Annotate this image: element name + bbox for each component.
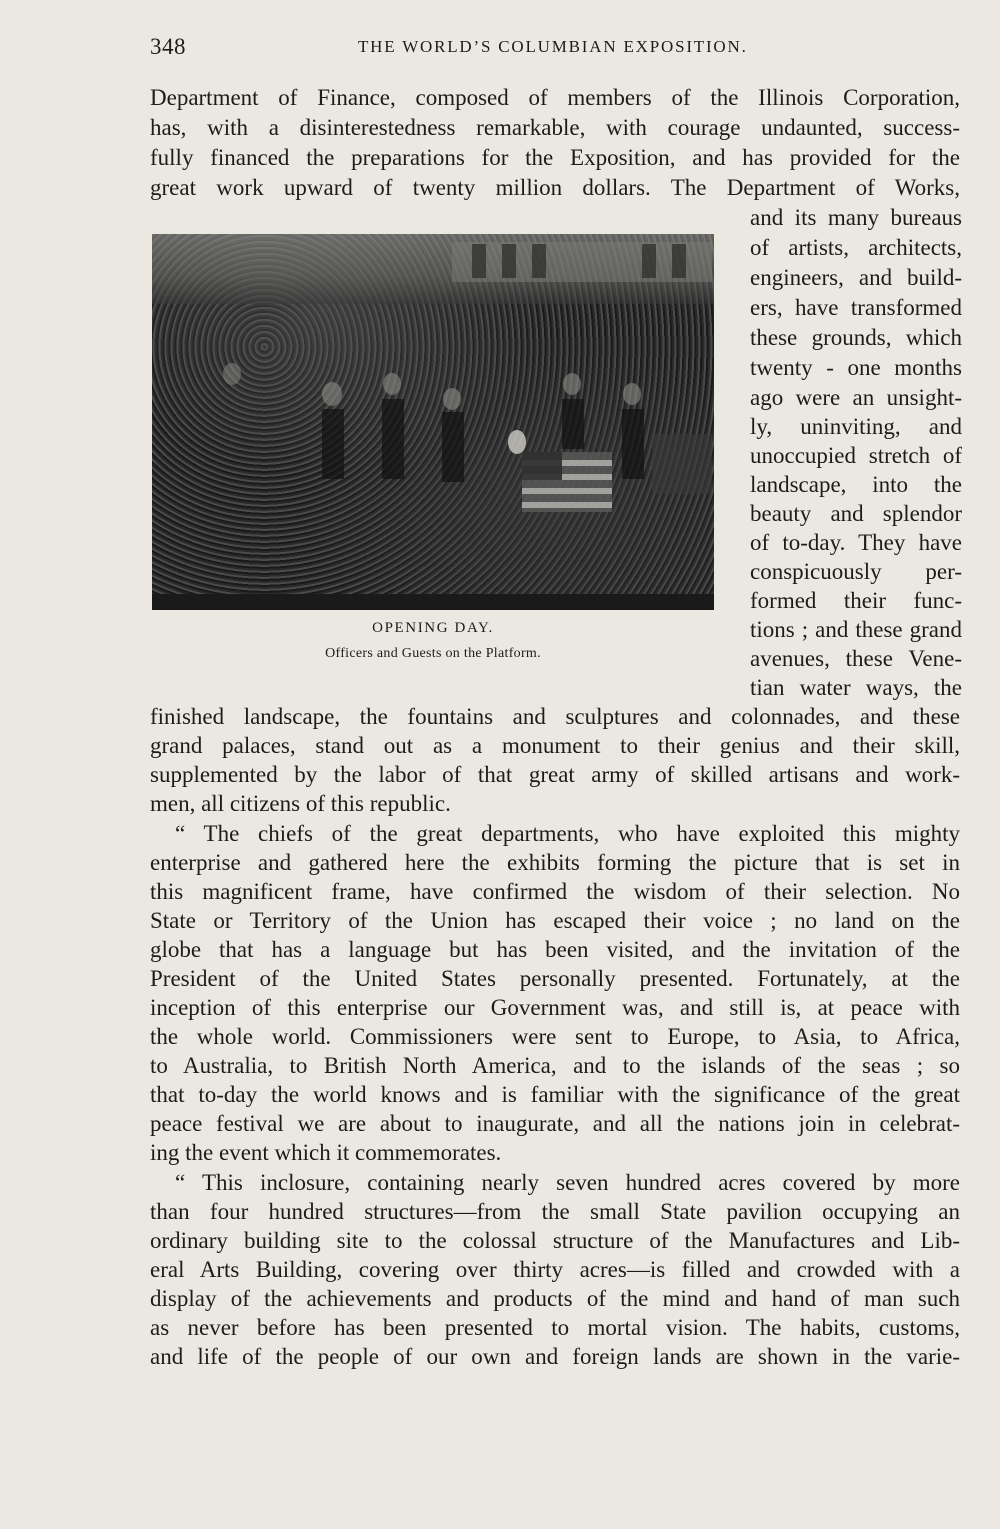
text-line: ers, have transformed — [750, 295, 962, 320]
opening-day-photograph — [152, 234, 714, 610]
text-line: “ This inclosure, containing nearly seven hundred acres covered by more — [175, 1170, 960, 1195]
photo-foreground — [152, 594, 714, 610]
text-line: eral Arts Building, covering over thirty acres—is filled and crowded with a — [150, 1257, 960, 1282]
text-line: tian water ways, the — [750, 675, 962, 700]
text-line: twenty - one months — [750, 355, 962, 380]
text-line: to Australia, to British North America, and to the islands of the seas ; so — [150, 1053, 960, 1078]
text-line: and life of the people of our own and foreign lands are shown in the varie- — [150, 1344, 960, 1369]
text-line: of artists, architects, — [750, 235, 962, 260]
page-header — [150, 34, 960, 64]
running-title: THE WORLD’S COLUMBIAN EXPOSITION. — [358, 37, 748, 56]
text-line: grand palaces, stand out as a monument to their genius and their skill, — [150, 733, 960, 758]
text-line: ly, uninviting, and — [750, 414, 962, 439]
text-line: that to-day the world knows and is familiar with the significance of the great — [150, 1082, 960, 1107]
text-line: as never before has been presented to mortal vision. The habits, customs, — [150, 1315, 960, 1340]
text-line: State or Territory of the Union has escaped their voice ; no land on the — [150, 908, 960, 933]
text-line: Department of Finance, composed of members of the Illinois Corporation, — [150, 85, 960, 110]
figure-caption-title: OPENING DAY. — [372, 620, 494, 636]
text-line: great work upward of twenty million dollars. The Department of Works, — [150, 175, 960, 200]
text-line: ing the event which it commemorates. — [150, 1140, 502, 1165]
text-line: unoccupied stretch of — [750, 443, 962, 468]
text-line: has, with a disinterestedness remarkable, with courage undaunted, success- — [150, 115, 960, 140]
text-line: supplemented by the labor of that great army of skilled artisans and work- — [150, 762, 960, 787]
photo-crowd-scene — [152, 234, 714, 610]
text-line: than four hundred structures—from the small State pavilion occupying an — [150, 1199, 960, 1224]
text-line: display of the achievements and products of the mind and hand of man such — [150, 1286, 960, 1311]
text-line: men, all citizens of this republic. — [150, 791, 451, 816]
text-line: inception of this enterprise our Government was, and still is, at peace with — [150, 995, 960, 1020]
text-line: avenues, these Vene- — [750, 646, 962, 671]
text-line: President of the United States personally presented. Fortunately, at the — [150, 966, 960, 991]
text-line: fully financed the preparations for the Exposition, and has provided for the — [150, 145, 960, 170]
text-line: tions ; and these grand — [750, 617, 962, 642]
text-line: the whole world. Commissioners were sent to Europe, to Asia, to Africa, — [150, 1024, 960, 1049]
text-line: conspicuously per- — [750, 559, 962, 584]
text-line: and its many bureaus — [750, 205, 962, 230]
text-line: landscape, into the — [750, 472, 962, 497]
text-line: ordinary building site to the colossal structure of the Manufactures and Lib- — [150, 1228, 960, 1253]
text-line: this magnificent frame, have confirmed the wisdom of their selection. No — [150, 879, 960, 904]
text-line: these grounds, which — [750, 325, 962, 350]
text-line: beauty and splendor — [750, 501, 962, 526]
text-line: “ The chiefs of the great departments, who have exploited this mighty — [175, 821, 960, 846]
text-line: of to-day. They have — [750, 530, 962, 555]
text-line: engineers, and build- — [750, 265, 962, 290]
text-line: enterprise and gathered here the exhibits forming the picture that is set in — [150, 850, 960, 875]
text-line: globe that has a language but has been visited, and the invitation of the — [150, 937, 960, 962]
text-line: finished landscape, the fountains and sculptures and colonnades, and these — [150, 704, 960, 729]
text-line: peace festival we are about to inaugurate, and all the nations join in celebrat- — [150, 1111, 960, 1136]
page-number: 348 — [150, 34, 186, 59]
text-line: ago were an unsight- — [750, 385, 962, 410]
figure-caption-subtitle: Officers and Guests on the Platform. — [325, 646, 541, 661]
text-line: formed their func- — [750, 588, 962, 613]
